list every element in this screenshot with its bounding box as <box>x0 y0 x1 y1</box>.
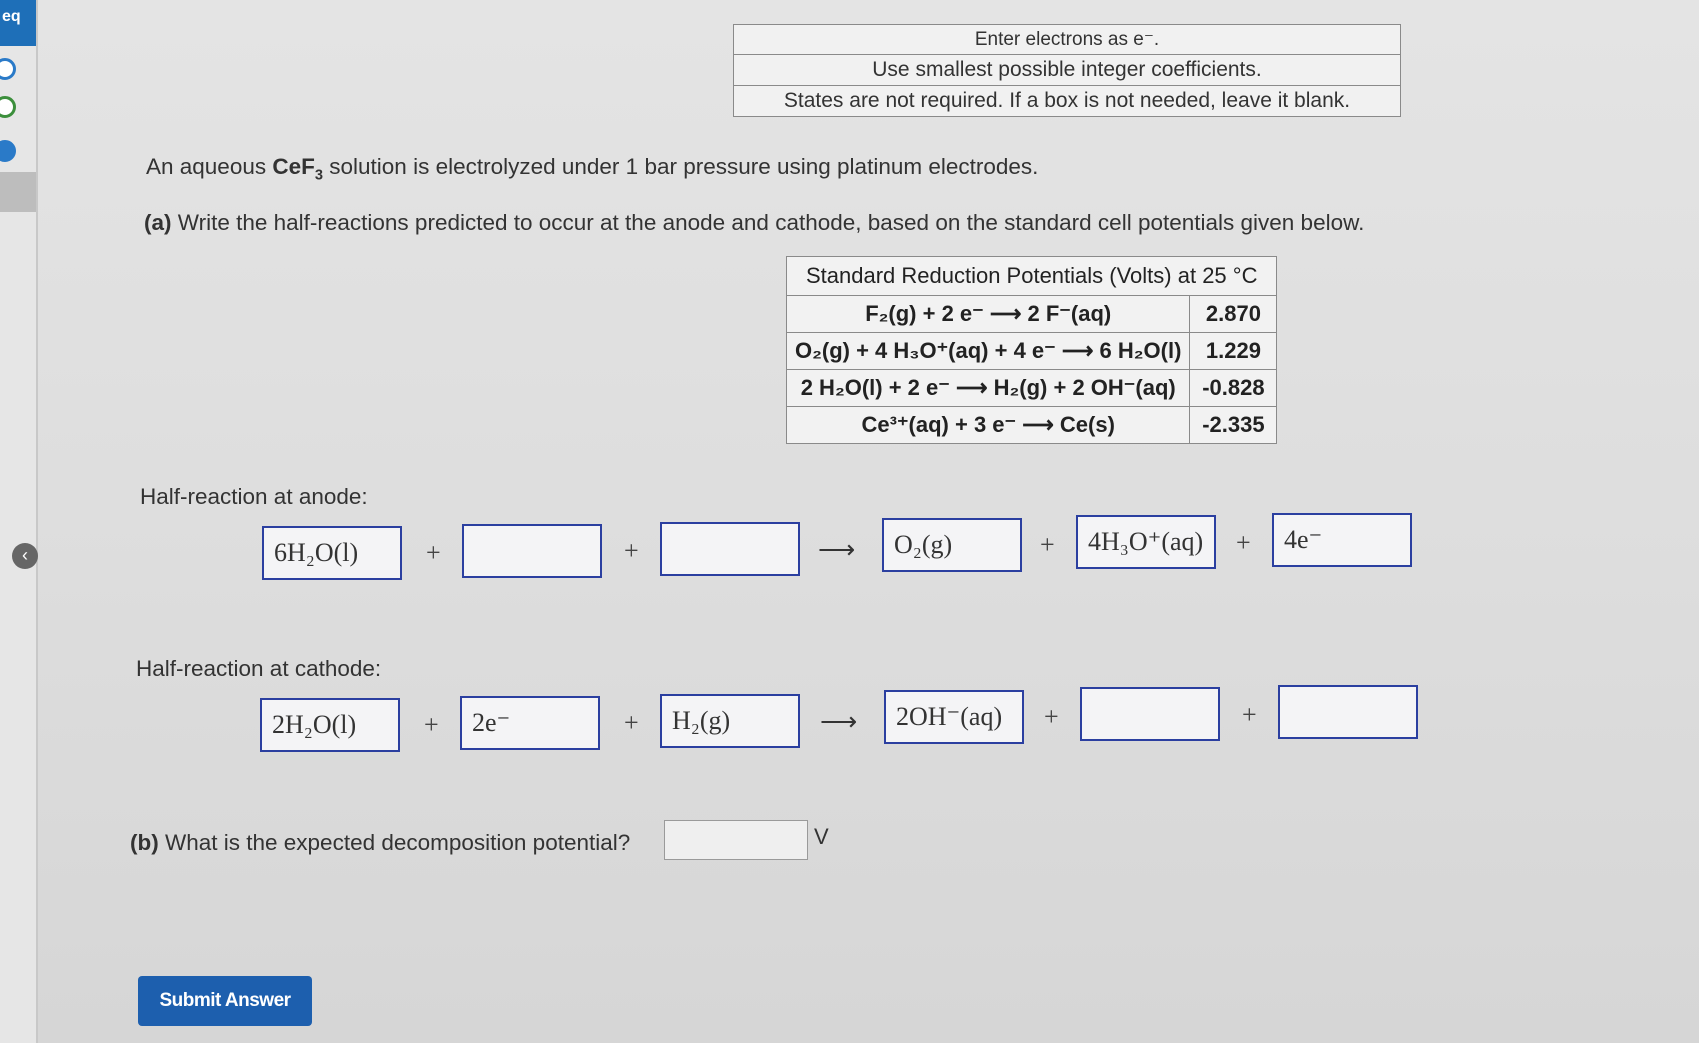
submit-answer-button[interactable]: Submit Answer <box>138 976 312 1026</box>
table-row <box>787 296 1277 333</box>
plus-sign: + <box>1242 700 1257 729</box>
plus-sign: + <box>624 536 639 565</box>
cathode-product-1[interactable]: 2OH⁻(aq) <box>884 690 1024 744</box>
cathode-product-2[interactable] <box>1080 687 1220 741</box>
anode-reactant-3[interactable] <box>660 522 800 576</box>
part-b-text: (b) What is the expected decomposition potential? <box>130 830 631 855</box>
anode-product-3[interactable]: 4e⁻ <box>1272 513 1412 567</box>
sidebar-gray-block <box>0 172 36 212</box>
plus-sign: + <box>426 538 441 567</box>
anode-product-2[interactable]: 4H₃O⁺(aq) <box>1076 515 1216 569</box>
cathode-product-3[interactable] <box>1278 685 1418 739</box>
instructions-table <box>733 24 1401 117</box>
plus-sign: + <box>624 708 639 737</box>
reaction-arrow: ⟶ <box>818 534 856 564</box>
anode-reactant-2[interactable] <box>462 524 602 578</box>
table-row <box>787 370 1277 407</box>
anode-label: Half-reaction at anode: <box>140 484 368 509</box>
collapse-chevron-icon[interactable]: ‹ <box>12 543 38 569</box>
plus-sign: + <box>424 710 439 739</box>
question-intro: An aqueous CeF$_3$ solution is electrolyzed under 1 bar pressure using platinum electrodes. <box>146 154 1039 184</box>
anode-equation <box>0 524 1699 584</box>
reaction-cell: O₂(g) + 4 H₃O⁺(aq) + 4 e⁻ ⟶ 6 H₂O(l) <box>787 333 1190 370</box>
potential-cell: 2.870 <box>1190 296 1277 333</box>
table-header: Standard Reduction Potentials (Volts) at 25 °C <box>787 257 1277 296</box>
anode-product-1[interactable]: O₂(g) <box>882 518 1022 572</box>
check-circle-icon[interactable] <box>0 96 16 118</box>
potential-cell: -2.335 <box>1190 407 1277 444</box>
cathode-reactant-3[interactable]: H₂(g) <box>660 694 800 748</box>
progress-circle-icon[interactable] <box>0 58 16 80</box>
reaction-cell: 2 H₂O(l) + 2 e⁻ ⟶ H₂(g) + 2 OH⁻(aq) <box>787 370 1190 407</box>
info-circle-icon[interactable] <box>0 140 16 162</box>
cathode-reactant-1[interactable]: 2H₂O(l) <box>260 698 400 752</box>
potential-cell: -0.828 <box>1190 370 1277 407</box>
cathode-label: Half-reaction at cathode: <box>136 656 382 681</box>
instruction-electrons: Enter electrons as e⁻. <box>734 25 1401 55</box>
plus-sign: + <box>1236 528 1251 557</box>
instruction-states: States are not required. If a box is not needed, leave it blank. <box>734 86 1401 117</box>
table-row <box>787 333 1277 370</box>
plus-sign: + <box>1040 530 1055 559</box>
reaction-arrow: ⟶ <box>820 706 858 736</box>
decomposition-potential-input[interactable] <box>664 820 808 860</box>
volt-unit: V <box>814 824 829 849</box>
left-sidebar <box>0 0 38 1043</box>
anode-reactant-1[interactable]: 6H₂O(l) <box>262 526 402 580</box>
reaction-cell: F₂(g) + 2 e⁻ ⟶ 2 F⁻(aq) <box>787 296 1190 333</box>
reaction-cell: Ce³⁺(aq) + 3 e⁻ ⟶ Ce(s) <box>787 407 1190 444</box>
potential-cell: 1.229 <box>1190 333 1277 370</box>
table-row <box>787 407 1277 444</box>
cathode-reactant-2[interactable]: 2e⁻ <box>460 696 600 750</box>
reduction-potentials-table <box>786 256 1277 444</box>
instruction-coefficients: Use smallest possible integer coefficients. <box>734 55 1401 86</box>
cathode-equation <box>0 696 1699 756</box>
part-a-text: (a) Write the half-reactions predicted to occur at the anode and cathode, based on the standard cell potentials given below. <box>144 210 1365 235</box>
sidebar-tab[interactable]: eq <box>0 0 36 46</box>
plus-sign: + <box>1044 702 1059 731</box>
